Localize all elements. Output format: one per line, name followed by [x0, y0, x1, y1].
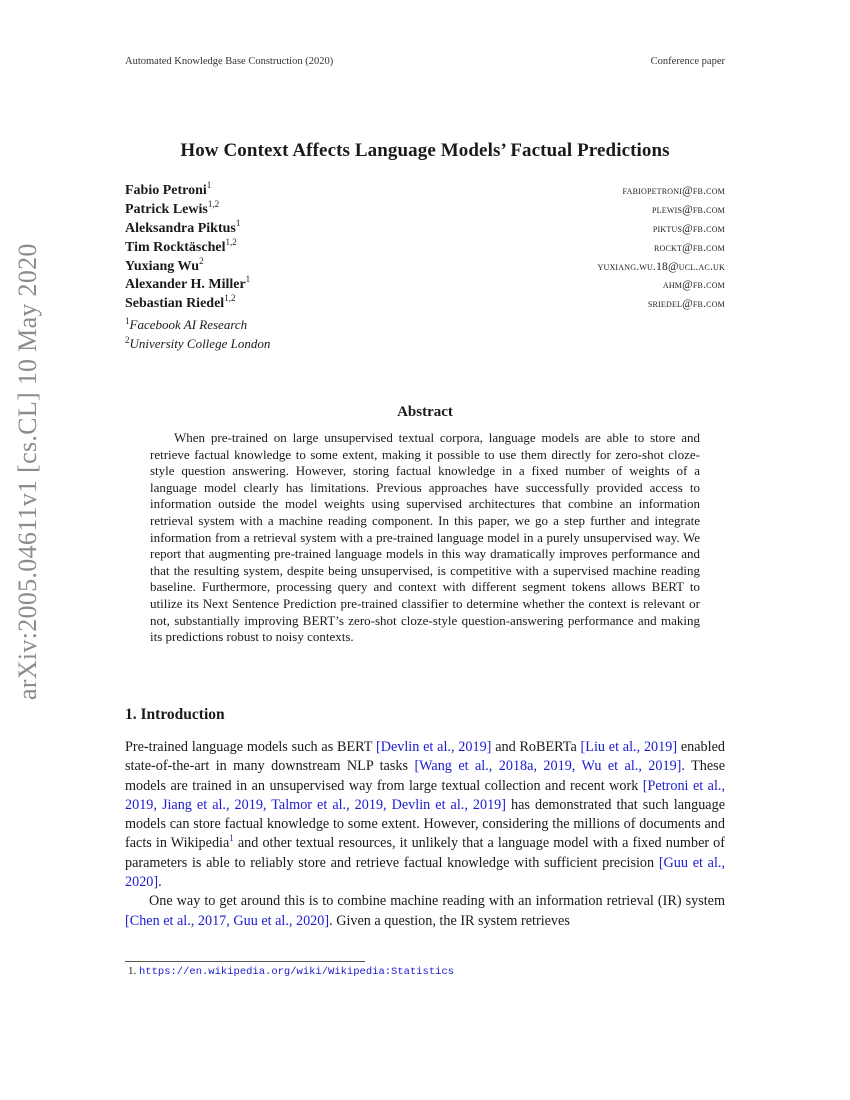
citation-link[interactable]: [Liu et al., 2019]	[580, 739, 678, 755]
paper-type-label: Conference paper	[650, 56, 725, 67]
citation-link[interactable]: [Petroni et al., 2019, Jiang et al., 2019, Talmor et al., 2019, Devlin et al., 2019]	[125, 777, 726, 813]
abstract-text: When pre-trained on large unsupervised textual corpora, language models are able to store and retrieve factual knowledge to some extent, making it possible to use them directly for zero-shot cloze-style question answering. However, storing factual knowledge in a fixed number of weights of a language model clearly has limitations. Previous approaches have successfully provided access to information outside the model weights using supervised architectures that combine an information retrieval system with a machine reading component. In this paper, we go a step further and integrate information from a retrieval system with a pre-trained language model in a purely unsupervised way. We report that augmenting pre-trained language models in this way dramatically improves performance and that the resulting system, despite being unsupervised, is competitive with a supervised machine reading baseline. Furthermore, processing query and context with different segment tokens allows BERT to utilize its Next Sentence Prediction pre-trained classifier to determine whether the context is relevant or not, substantially improving BERT’s zero-shot cloze-style question-answering performance and making its predictions robust to noisy contexts.	[150, 430, 700, 645]
footnote	[128, 965, 454, 978]
author-email[interactable]: sriedel@fb.com	[647, 298, 725, 311]
author-name: Aleksandra Piktus$^1$	[125, 217, 241, 236]
citation-link[interactable]: [Chen et al., 2017, Guu et al., 2020]	[125, 912, 330, 929]
author-email[interactable]: piktus@fb.com	[652, 222, 725, 235]
author-row	[125, 198, 725, 221]
footnote-url-link[interactable]: https://en.wikipedia.org/wiki/Wikipedia:Statistics	[139, 966, 455, 978]
paragraph: Pre-trained language models such as BERT [Devlin et al., 2019] and RoBERTa [Liu et al., 2019] enabled state-of-the-art in many downstream NLP tasks [Wang et al., 2018a, 2019, Wu et al., 2019]. These models are trained in an unsupervised way from large textual collection and recent work [Petroni et al., 2019, Jiang et al., 2019, Talmor et al., 2019, Devlin et al., 2019] has demonstrated that such language models can store factual knowledge to some extent. However, considering the millions of documents and facts in Wikipedia$^1$ and other textual resources, it unlikely that a language model with a fixed number of parameters is able to reliably store and retrieve factual knowledge with sufficient precision [Guu et al., 2020].	[125, 739, 726, 891]
paragraph: One way to get around this is to combine machine reading with an information retrieval (IR) system [Chen et al., 2017, Guu et al., 2020]. Given a question, the IR system retrieves	[125, 893, 725, 929]
author-row	[125, 217, 725, 240]
footnote-number: 1.	[128, 965, 137, 977]
running-header	[125, 56, 725, 67]
author-email[interactable]: ahm@fb.com	[662, 279, 725, 292]
author-name: Yuxiang Wu$^2$	[125, 255, 204, 274]
author-row	[125, 293, 725, 315]
author-name: Alexander H. Miller$^1$	[125, 274, 251, 293]
author-email[interactable]: fabiopetroni@fb.com	[622, 185, 725, 197]
author-email[interactable]: yuxiang.wu.18@ucl.ac.uk	[597, 260, 725, 273]
abstract-heading: Abstract	[397, 404, 453, 420]
venue-label: Automated Knowledge Base Construction (2020)	[125, 56, 334, 67]
affiliation: $^1$Facebook AI Research	[125, 316, 248, 333]
section-heading-introduction: 1. Introduction	[125, 706, 225, 723]
author-name: Sebastian Riedel$^{1,2}$	[125, 293, 236, 312]
introduction-body	[125, 738, 725, 931]
affiliation: $^2$University College London	[125, 335, 271, 352]
citation-link[interactable]: [Wang et al., 2018a, 2019, Wu et al., 2019]	[414, 758, 682, 775]
citation-link[interactable]: [Guu et al., 2020]	[125, 854, 725, 891]
arxiv-stamp: arXiv:2005.04611v1 [cs.CL] 10 May 2020	[13, 243, 42, 700]
author-email[interactable]: plewis@fb.com	[652, 203, 725, 216]
author-name: Patrick Lewis$^{1,2}$	[125, 198, 220, 217]
author-name: Tim Rocktäschel$^{1,2}$	[125, 236, 237, 255]
author-row	[125, 274, 725, 296]
footnote-divider	[125, 961, 365, 962]
citation-link[interactable]: [Devlin et al., 2019]	[375, 739, 492, 755]
abstract-body	[150, 430, 700, 646]
author-email[interactable]: rockt@fb.com	[654, 241, 725, 254]
author-row	[125, 236, 725, 259]
paper-title: How Context Affects Language Models’ Factual Predictions	[180, 140, 670, 161]
author-name: Fabio Petroni$^1$	[125, 180, 212, 198]
author-block	[125, 180, 725, 353]
footnote-marker[interactable]: 1	[229, 833, 234, 844]
author-row	[125, 255, 725, 278]
